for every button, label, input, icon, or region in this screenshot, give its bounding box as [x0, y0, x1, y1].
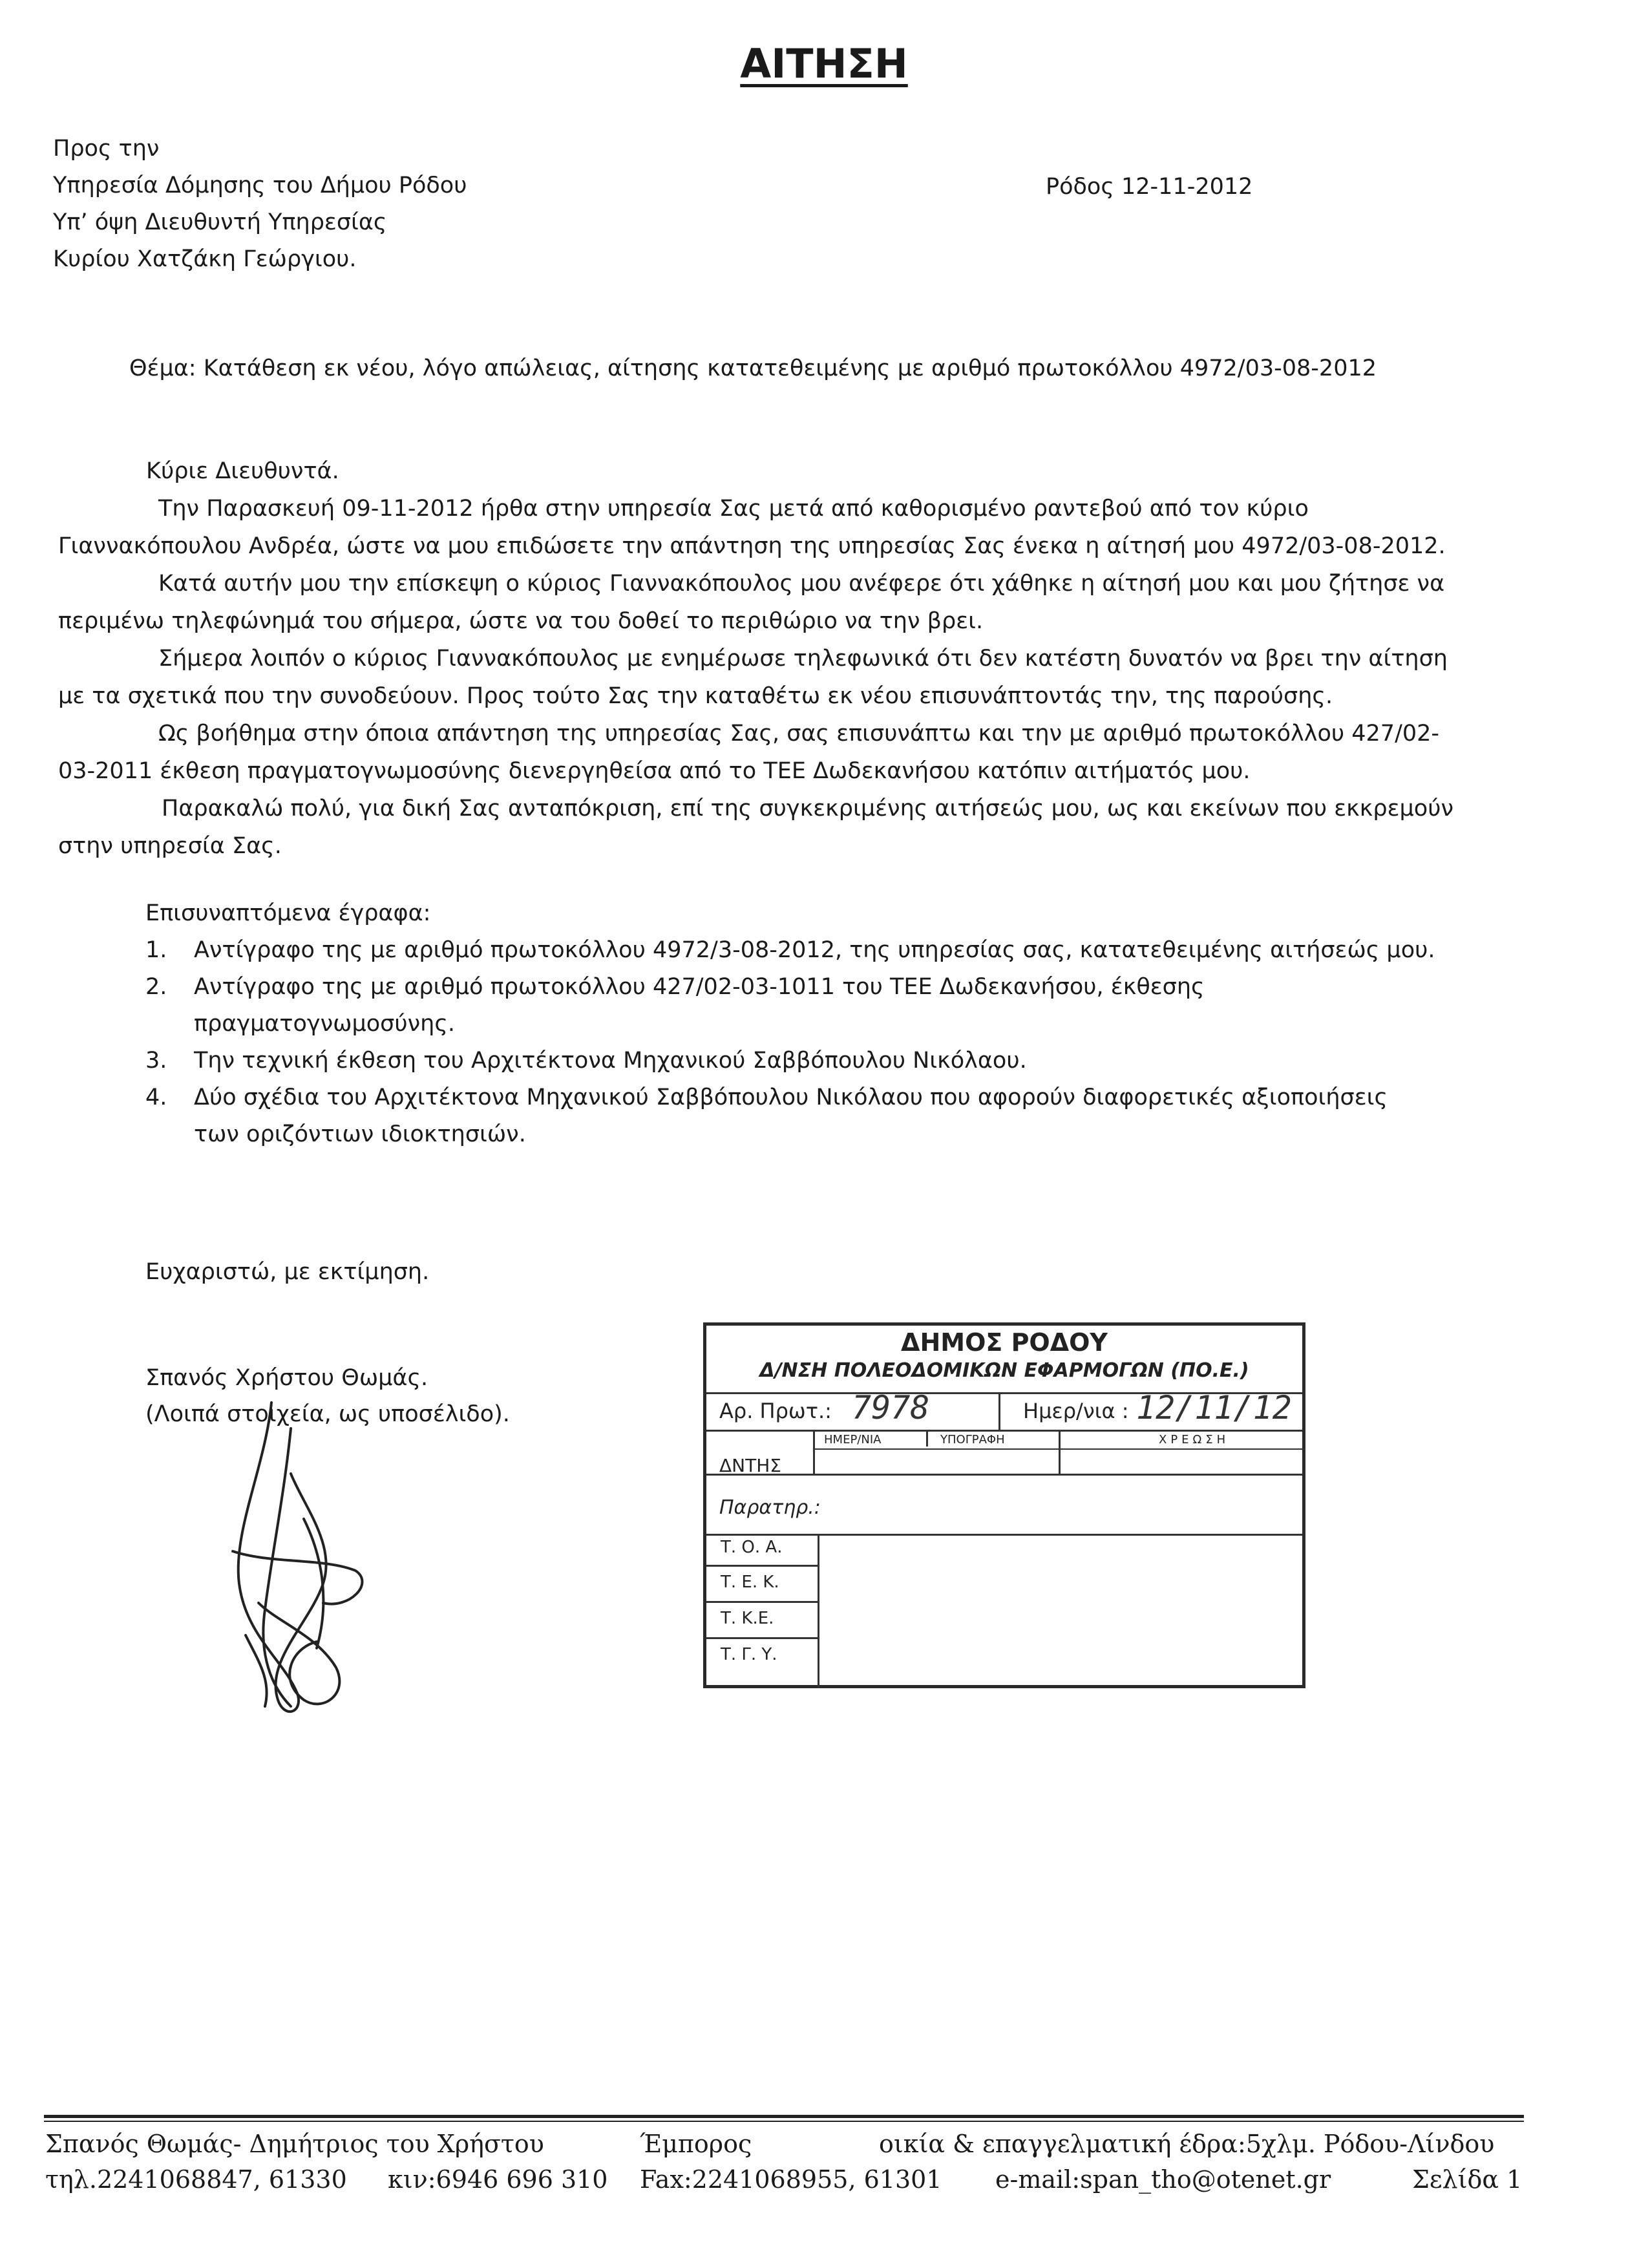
- stamp-col-signature: ΥΠΟΓΡΑΦΗ: [940, 1433, 1005, 1447]
- body-line: περιμένω τηλεφώνημά του σήμερα, ώστε να του δοθεί το περιθώριο να την βρει.: [58, 608, 984, 634]
- body-line: Γιαννακόπουλου Ανδρέα, ώστε να μου επιδώσετε την απάντηση της υπηρεσίας Σας ένεκα η αίτησή μου 4972/03-08-2012.: [58, 533, 1446, 559]
- footer-name: Σπανός Θωμάς- Δημήτριος του Χρήστου: [45, 2130, 544, 2158]
- stamp-remarks-label: Παρατηρ.:: [719, 1496, 821, 1519]
- signatory-name: Σπανός Χρήστου Θωμάς.: [145, 1365, 428, 1391]
- stamp-date-value: 12/11/12: [1136, 1389, 1292, 1426]
- enclosure-item: [145, 1079, 1435, 1153]
- recipient-block: [53, 131, 467, 278]
- enclosure-number: 3.: [145, 1048, 167, 1074]
- footer-email: e-mail:span_tho@otenet.gr: [995, 2165, 1331, 2194]
- closing: Ευχαριστώ, με εκτίμηση.: [145, 1259, 430, 1285]
- recipient-line: Κυρίου Χατζάκη Γεώργιου.: [53, 246, 357, 272]
- protocol-stamp: [703, 1322, 1305, 1688]
- recipient-line: Υπηρεσία Δόμησης του Δήμου Ρόδου: [53, 173, 467, 198]
- stamp-department: Δ/ΝΣΗ ΠΟΛΕΟΔΟΜΙΚΩΝ ΕΦΑΡΜΟΓΩΝ (ΠΟ.Ε.): [759, 1359, 1249, 1382]
- body-line: Κατά αυτήν μου την επίσκεψη ο κύριος Γιαννακόπουλος μου ανέφερε ότι χάθηκε η αίτησή μου και μου ζήτησε να: [158, 571, 1445, 597]
- enclosure-text: Δύο σχέδια του Αρχιτέκτονα Μηχανικού Σαββόπουλου Νικόλαου που αφορούν διαφορετικές αξιοποιήσεις: [194, 1085, 1388, 1110]
- letter-body: [58, 452, 1545, 865]
- enclosures-list: [145, 932, 1435, 1153]
- stamp-director-label: ΔΝΤΗΣ: [719, 1455, 781, 1476]
- enclosure-item: [145, 932, 1435, 969]
- enclosure-item: [145, 969, 1435, 1043]
- enclosure-number: 2.: [145, 974, 167, 1000]
- stamp-municipality: ΔΗΜΟΣ ΡΟΔΟΥ: [901, 1328, 1108, 1357]
- body-line: με τα σχετικά που την συνοδεύουν. Προς τούτο Σας την καταθέτω εκ νέου επισυνάπτοντάς την, της παρούσης.: [58, 683, 1333, 709]
- stamp-col-charge: ΧΡΕΩΣΗ: [1159, 1433, 1230, 1447]
- stamp-dept-toa: Τ. Ο. Α.: [721, 1538, 783, 1557]
- enclosure-number: 4.: [145, 1085, 167, 1110]
- enclosure-text: Αντίγραφο της με αριθμό πρωτοκόλλου 427/02-03-1011 του ΤΕΕ Δωδεκανήσου, έκθεσης: [194, 974, 1205, 1000]
- document-title: ΑΙΤΗΣΗ: [740, 40, 908, 87]
- recipient-line: Υπ’ όψη Διευθυντή Υπηρεσίας: [53, 209, 387, 235]
- stamp-col-date: ΗΜΕΡ/ΝΙΑ: [824, 1433, 882, 1447]
- footer-page-number: Σελίδα 1: [1412, 2165, 1523, 2194]
- footer-profession: Έμπορος: [640, 2130, 752, 2158]
- enclosure-text: Την τεχνική έκθεση του Αρχιτέκτονα Μηχανικού Σαββόπουλου Νικόλαου.: [194, 1048, 1027, 1074]
- body-line: στην υπηρεσία Σας.: [58, 833, 282, 859]
- stamp-dept-tek: Τ. Ε. Κ.: [721, 1573, 779, 1592]
- footer-address: οικία & επαγγελματική έδρα:5χλμ. Ρόδου-Λίνδου: [879, 2130, 1495, 2158]
- place-date: Ρόδος 12-11-2012: [1046, 174, 1253, 200]
- enclosure-text: των οριζόντιων ιδιοκτησιών.: [194, 1121, 526, 1147]
- footer-fax: Fax:2241068955, 61301: [640, 2165, 942, 2194]
- stamp-dept-tgy: Τ. Γ. Υ.: [721, 1645, 777, 1664]
- enclosures-title: Επισυναπτόμενα έγραφα:: [145, 900, 431, 926]
- subject-line: Θέμα: Κατάθεση εκ νέου, λόγο απώλειας, αίτησης κατατεθειμένης με αριθμό πρωτοκόλλου 4972/03-08-2012: [129, 355, 1377, 381]
- stamp-protocol-label: Αρ. Πρωτ.:: [719, 1399, 832, 1423]
- body-line: Ως βοήθημα στην όποια απάντηση της υπηρεσίας Σας, σας επισυνάπτω και την με αριθμό πρωτοκόλλου 427/02-: [158, 721, 1440, 747]
- signatory-note: (Λοιπά στοιχεία, ως υποσέλιδο).: [145, 1401, 510, 1427]
- body-line: Σήμερα λοιπόν ο κύριος Γιαννακόπουλος με ενημέρωσε τηλεφωνικά ότι δεν κατέστη δυνατόν να βρει την αίτηση: [158, 646, 1448, 672]
- enclosure-text: πραγματογνωμοσύνης.: [194, 1011, 455, 1037]
- enclosure-item: [145, 1043, 1435, 1079]
- handwritten-signature: [194, 1390, 401, 1726]
- body-line: 03-2011 έκθεση πραγματογνωμοσύνης διενεργηθείσα από το ΤΕΕ Δωδεκανήσου κατόπιν αιτήματός μου.: [58, 758, 1251, 784]
- stamp-protocol-value: 7978: [852, 1389, 930, 1426]
- salutation: Κύριε Διευθυντά.: [146, 458, 339, 484]
- body-line: Την Παρασκευή 09-11-2012 ήρθα στην υπηρεσία Σας μετά από καθορισμένο ραντεβού από τον κύριο: [158, 496, 1309, 522]
- stamp-dept-tke: Τ. Κ.Ε.: [721, 1609, 774, 1628]
- stamp-date-label: Ημερ/νια :: [1023, 1399, 1129, 1423]
- footer-mobile: κιν:6946 696 310: [388, 2165, 608, 2194]
- enclosure-text: Αντίγραφο της με αριθμό πρωτοκόλλου 4972/3-08-2012, της υπηρεσίας σας, κατατεθειμένης αιτήσεώς μου.: [194, 937, 1435, 963]
- body-line: Παρακαλώ πολύ, για δική Σας ανταπόκριση, επί της συγκεκριμένης αιτήσεώς μου, ως και εκείνων που εκκρεμούν: [162, 796, 1453, 821]
- enclosure-number: 1.: [145, 937, 167, 963]
- recipient-line: Προς την: [53, 136, 160, 162]
- footer-phone: τηλ.2241068847, 61330: [45, 2165, 347, 2194]
